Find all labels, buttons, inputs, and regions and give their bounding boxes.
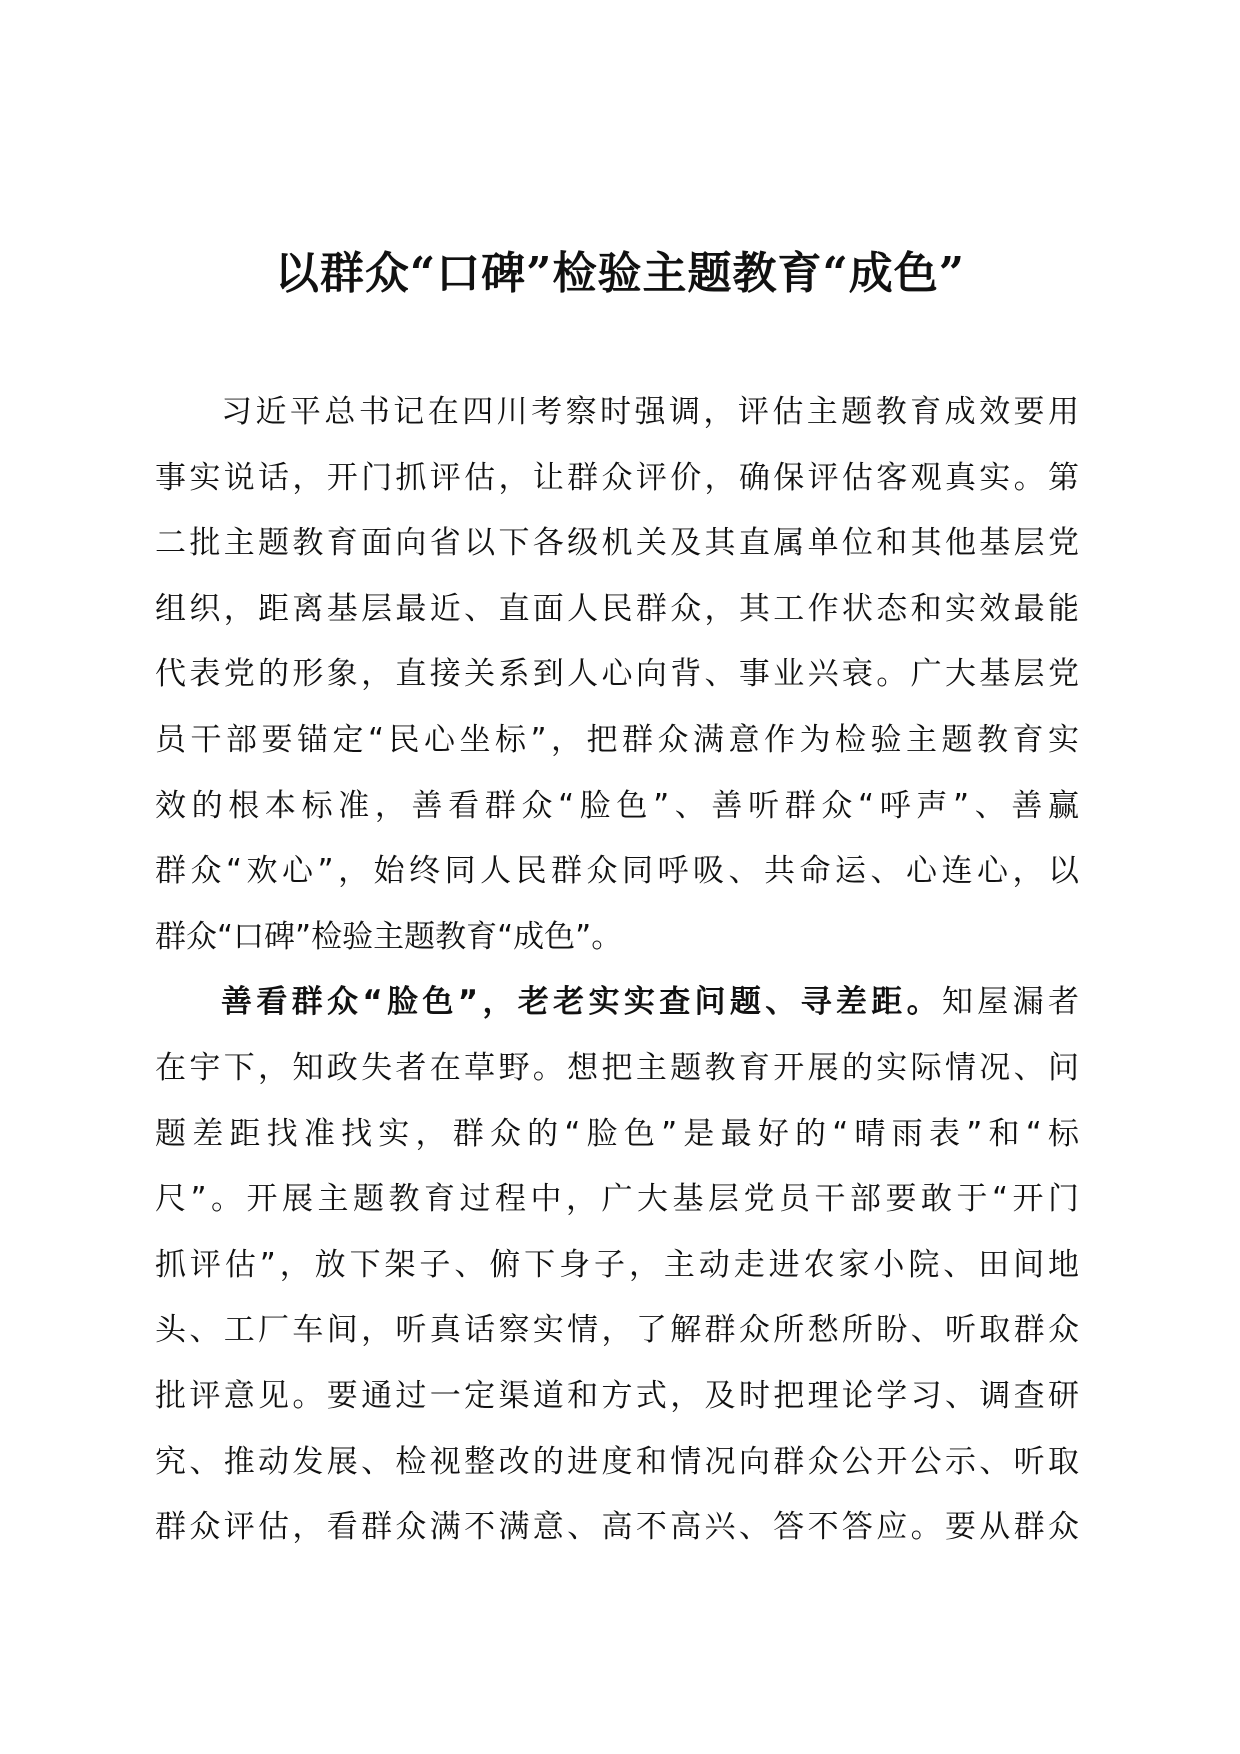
paragraph-line: 群众评估，看群众满不满意、高不高兴、答不答应。要从群众 (155, 1509, 1079, 1546)
section-heading: 善看群众“脸色”，老老实实查问题、寻差距。 (221, 984, 942, 1021)
paragraph-line: 习近平总书记在四川考察时强调，评估主题教育成效要用 (221, 394, 1079, 430)
paragraph-line: 二批主题教育面向省以下各级机关及其直属单位和其他基层党 (155, 525, 1079, 562)
paragraph-line: 组织，距离基层最近、直面人民群众，其工作状态和实效最能 (155, 590, 1079, 627)
paragraph-line: 批评意见。要通过一定渠道和方式，及时把理论学习、调查研 (155, 1377, 1079, 1414)
paragraph-line: 尺”。开展主题教育过程中，广大基层党员干部要敢于“开门 (155, 1181, 1079, 1218)
paragraph-line: 群众“口碑”检验主题教育“成色”。 (155, 918, 623, 955)
paragraph-line: 群众“欢心”，始终同人民群众同呼吸、共命运、心连心，以 (155, 853, 1079, 890)
paragraph-line: 在宇下，知政失者在草野。想把主题教育开展的实际情况、问 (155, 1049, 1079, 1086)
document-body (155, 380, 1079, 1561)
paragraph-line: 事实说话，开门抓评估，让群众评价，确保评估客观真实。第 (155, 459, 1079, 496)
paragraph-line: 效的根本标准，善看群众“脸色”、善听群众“呼声”、善赢 (155, 787, 1079, 824)
document-title: 以群众“口碑”检验主题教育“成色” (274, 248, 966, 299)
paragraph-line: 抓评估”，放下架子、俯下身子，主动走进农家小院、田间地 (155, 1246, 1079, 1283)
paragraph-line (155, 970, 1079, 1036)
paragraph-2 (155, 970, 1079, 1560)
paragraph-line: 究、推动发展、检视整改的进度和情况向群众公开公示、听取 (155, 1443, 1079, 1480)
paragraph-line: 员干部要锚定“民心坐标”，把群众满意作为检验主题教育实 (155, 721, 1079, 758)
paragraph-1 (155, 380, 1079, 970)
paragraph-line: 代表党的形象，直接关系到人心向背、事业兴衰。广大基层党 (155, 656, 1079, 693)
paragraph-line: 题差距找准找实，群众的“脸色”是最好的“晴雨表”和“标 (155, 1115, 1079, 1152)
paragraph-text: 知屋漏者 (941, 984, 1079, 1021)
paragraph-line: 头、工厂车间，听真话察实情，了解群众所愁所盼、听取群众 (155, 1312, 1079, 1349)
